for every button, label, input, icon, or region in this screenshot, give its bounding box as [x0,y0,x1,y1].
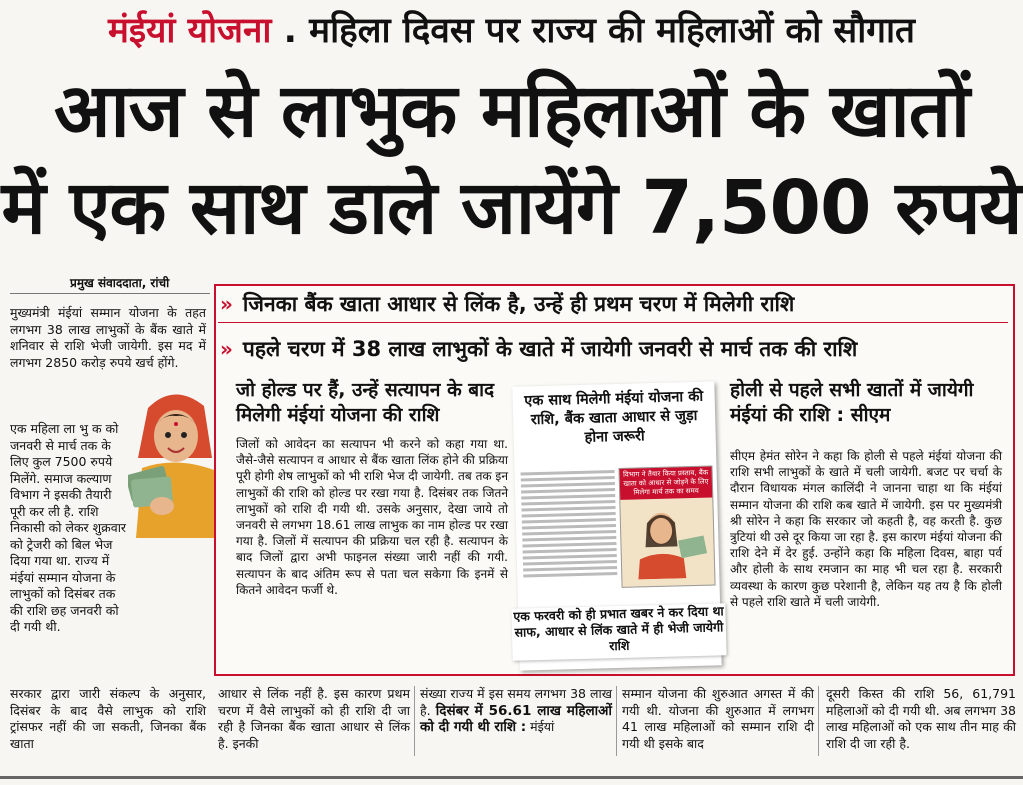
clipping-inset-head: विभाग ने तैयार किया प्रस्ताव, बैंक खाता को आधार से जोड़ने के लिए मिलेगा मार्च तक का समय [620,467,713,500]
clipping-caption: एक फरवरी को ही प्रभात खबर ने कर दिया था साफ, आधार से लिंक खाते में ही भेजी जायेगी राशि [511,603,726,661]
hand [150,497,174,515]
bottom-rule [0,776,1023,779]
bottom-column-4: सम्मान योजना की शुरुआत अगस्त में की गयी थी. योजना की शुरुआत में लगभग 41 लाख महिलाओं को सम्मान राशि दी गयी थी इसके बाद [622,686,814,751]
left-column-para-1b: एक महिला ला भु क को जनवरी से मार्च तक के लिए कुल 7500 रुपये मिलेंगे. समाज कल्याण विभाग ने इसकी तैयारी पूरी कर ली है. राशि निकासी को लेकर शुक्रवार को ट्रेजरी को बिल भेज दिया गया था. राज्य में मंईयां सम्मान योजना के लाभुकों को दिसंबर तक की राशि छह जनवरी को दी गयी थी. [10,421,127,634]
bottom-column-5: दूसरी किस्त की राशि 56, 61,791 महिलाओं को दी गयी थी. अब लगभग 38 लाख महिलाओं को एक साथ तीन माह की राशि दी जा रही है. [826,686,1016,751]
left-column-para-1b-start [10,421,128,636]
kicker-tag: मंईयां योजना [108,11,272,51]
clipping-inset [618,465,715,587]
bottom-column-3-a: संख्या राज्य में इस समय लगभग 38 लाख है. [420,686,612,718]
bottom-column-3-c: मंईयां [526,719,555,734]
left-column-para-1: मुख्यमंत्री मंईयां सम्मान योजना के तहत लगभग 38 लाख लाभुकों के बैंक खाते में शनिवार से राशि भेजी जायेगी. इस मद में लगभग 2850 करोड़ रुपये खर्च होंगे. [10,305,206,370]
bottom-column-2: आधार से लिंक नहीं है. इस कारण प्रथम चरण में वैसे लाभुकों को ही राशि दी जा रही है जिनका बैंक खाता आधार से लिंक है. इनकी [218,686,410,751]
bottom-column-3-subhead: दिसंबर में 56.61 लाख महिलाओं को दी गयी थी राशि : [420,702,612,735]
bottom-column-3 [420,686,612,736]
byline: प्रमुख संवाददाता, रांची [70,276,170,290]
kicker-line [0,0,1023,62]
strap-2-text: पहले चरण में 38 लाख लाभुकों के खाते में जायेगी जनवरी से मार्च तक की राशि [242,337,858,361]
box-right-subhead: होली से पहले सभी खातों में जायेगी मंईयां की राशि : सीएम [730,379,974,426]
column-divider [414,686,415,756]
clipping-text-lines [521,470,618,580]
byline-rule [10,293,210,294]
woman-with-cash-illustration [128,388,220,538]
kicker-text: महिला दिवस पर राज्य की महिलाओं को सौगात [309,11,915,51]
headline-line-2: में एक साथ डाले जायेंगे 7,500 रुपये [1,165,1022,251]
clipping-headline: एक साथ मिलेगी मंईयां योजना की राशि, बैंक खाता आधार से जुड़ा होना जरूरी [524,388,704,446]
eye-left [165,432,171,438]
headline-line-1: आज से लाभुक महिलाओं के खातों [53,68,970,154]
strap-2 [220,333,857,365]
strap-1 [220,288,794,320]
left-column-para-2: सरकार द्वारा जारी संकल्प के अनुसार, दिसंबर के बाद वैसे लाभुक को राशि ट्रांसफर नहीं की जा सकती, जिनका बैंक खाता [10,686,206,751]
box-right-body: सीएम हेमंत सोरेन ने कहा कि होली से पहले मंईयां योजना की राशि सभी लाभुकों के खाते में चली जायेगी. बजट पर चर्चा के दौरान विधायक मंगल कालिंदी ने जानना चाहा था कि मंईयां सम्मान योजना की राशि कब खाते में जायेगी. इस पर मुख्यमंत्री श्री सोरेन ने कहा कि सरकार जो कहती है, वह करती है. कुछ त्रुटियां थी उसे दूर किया जा रहा है. इस कारण मंईयां योजना की राशि देने में देर हुई. उन्होंने कहा कि महिला दिवस, बाहा पर्व और होली के साथ रमजान का माह भी चल रहा है. सरकारी व्यवस्था के कारण कुछ परेशानी है, लेकिन यह तय है कि होली से पहले राशि खाते में चली जायेगी. [730,449,1002,609]
box-left-body: जिलों को आवेदन का सत्यापन भी करने को कहा गया था. जैसे-जैसे सत्यापन व आधार से बैंक खाता लिंक होने की प्रक्रिया पूरी होगी शेष लाभुकों को भी राशि भेज दी जायेगी. तब तक इन लाभुकों की राशि को होल्ड पर रखा गया है. दिसंबर तक जितने लाभुकों को राशि दी गयी थी. उसके अनुसार, देखा जाये तो जनवरी से लगभग 18.61 लाख लाभुक का नाम होल्ड पर रखा गया है. जिलों में सत्यापन की प्रक्रिया चल रही है. सत्यापन के बाद जिलों द्वारा अभी फाइनल संख्या जारी नहीं की गयी. सत्यापन के बाद अंतिम रूप से पता चल सकेगा कि इनमें से कितने आवेदन फर्जी थे. [236,437,508,597]
double-chevron-icon: » [220,337,233,361]
eye-right [181,432,187,438]
strap-1-text: जिनका बैंक खाता आधार से लिंक है, उन्हें ही प्रथम चरण में मिलेगी राशि [242,292,795,316]
inset-woman-illustration [620,498,712,580]
kicker-separator: . [271,11,310,51]
box-left-subhead: जो होल्ड पर हैं, उन्हें सत्यापन के बाद मिलेगी मंईयां योजना की राशि [236,379,495,426]
bindi [174,422,178,426]
column-divider [616,686,617,756]
strap-divider [218,322,1008,323]
column-divider [818,686,819,756]
double-chevron-icon: » [220,292,233,316]
face [154,410,198,462]
